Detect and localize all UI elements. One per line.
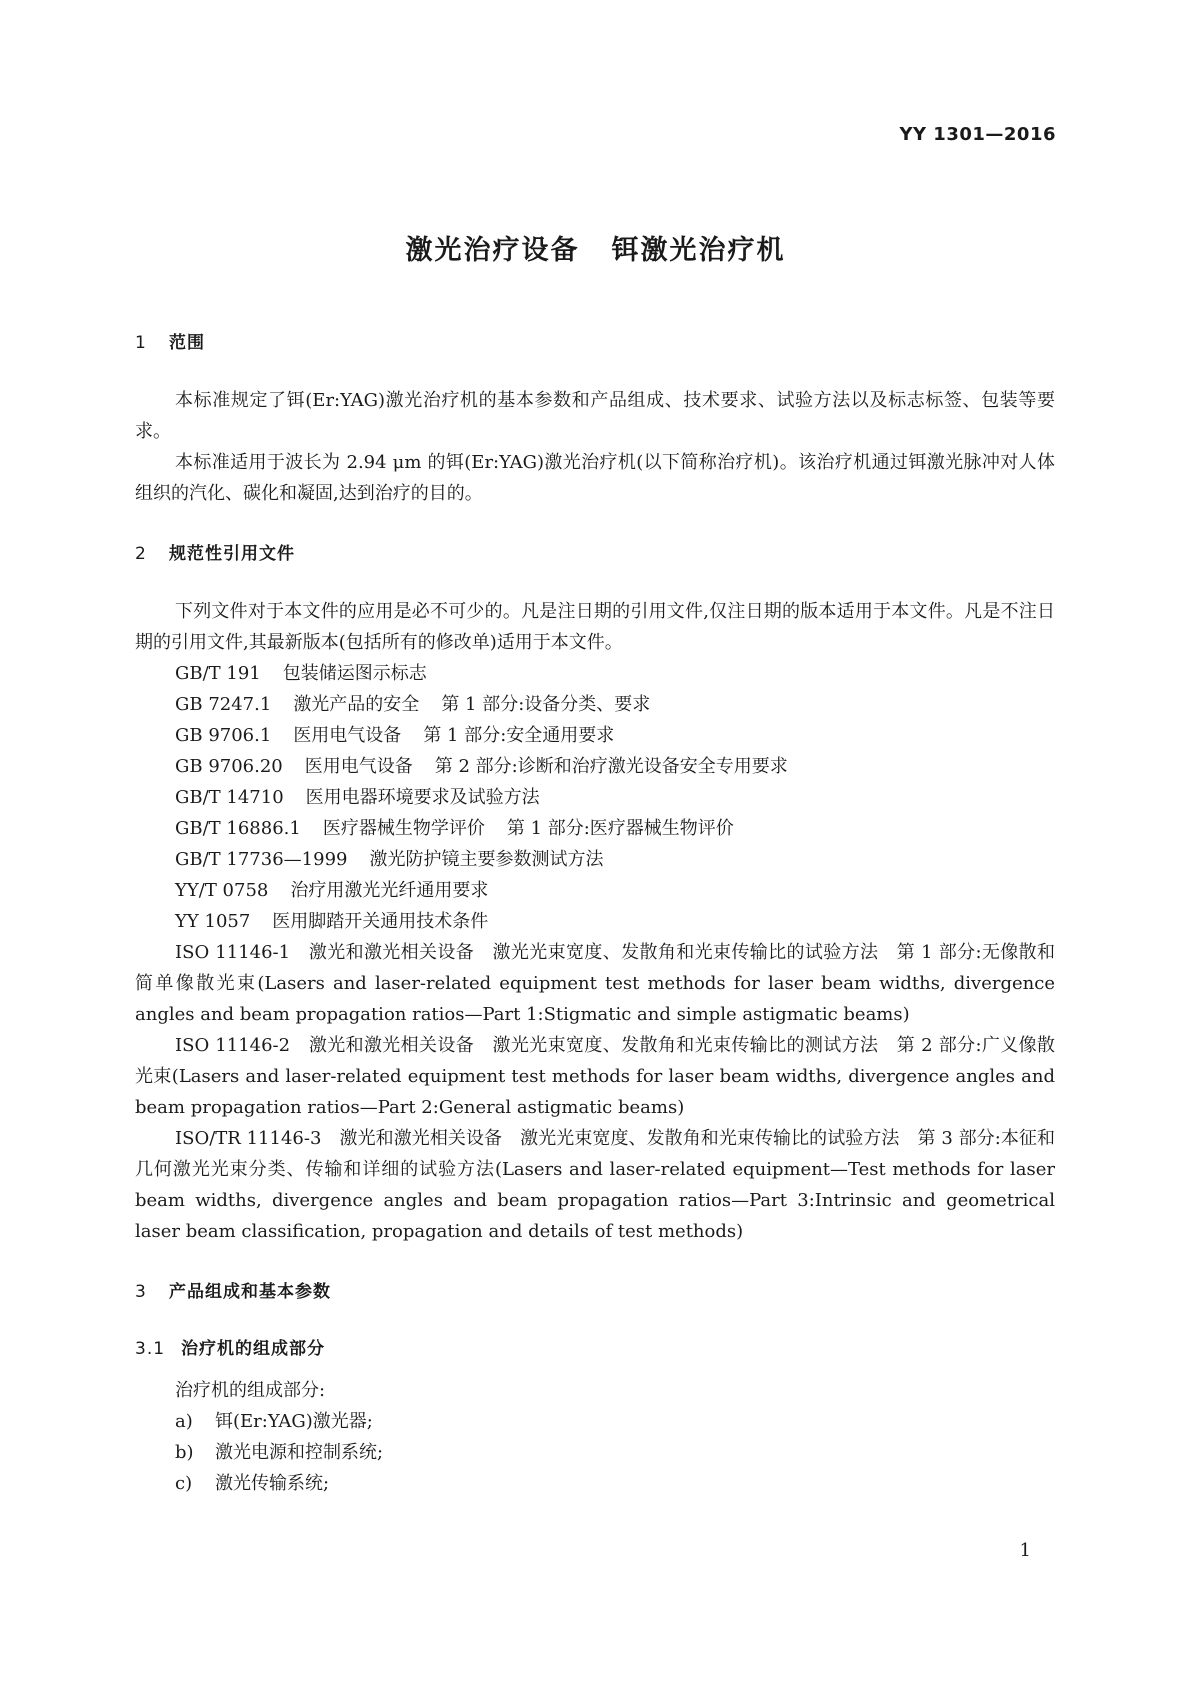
reference-code: GB/T 14710 — [175, 787, 284, 808]
section-heading-scope — [135, 328, 1055, 359]
title-part-1: 激光治疗设备 — [405, 235, 580, 266]
section-heading-composition — [135, 1277, 1055, 1308]
page-number: 1 — [1019, 1540, 1031, 1561]
normative-intro: 下列文件对于本文件的应用是必不可少的。凡是注日期的引用文件,仅注日期的版本适用于本文件。凡是不注日期的引用文件,其最新版本(包括所有的修改单)适用于本文件。 — [135, 601, 1055, 653]
reference-code: YY 1057 — [175, 911, 251, 932]
reference-code: YY/T 0758 — [175, 880, 269, 901]
reference-item — [135, 751, 1055, 782]
reference-part: 第 1 部分:安全通用要求 — [423, 725, 615, 746]
reference-code: GB 7247.1 — [175, 694, 272, 715]
standard-number: YY 1301—2016 — [899, 124, 1056, 145]
reference-title: 激光产品的安全 — [293, 694, 420, 715]
reference-part: 第 2 部分:诊断和治疗激光设备安全专用要求 — [434, 756, 788, 777]
reference-title: 医用电气设备 — [293, 725, 402, 746]
reference-code: GB 9706.20 — [175, 756, 283, 777]
reference-item — [135, 658, 1055, 689]
reference-title: 医用电器环境要求及试验方法 — [305, 787, 540, 808]
list-item — [135, 1437, 1055, 1468]
reference-iso-tr-11146-3: ISO/TR 11146-3 激光和激光相关设备 激光光束宽度、发散角和光束传输比的试验方法 第 3 部分:本征和几何激光光束分类、传输和详细的试验方法(Lasers and laser-related equipment—Test methods for laser beam widths, divergence angles and beam propagation ratios—Part 3:Intrinsic and geometrical laser beam classification, propagation and details of test methods) — [135, 1128, 1055, 1242]
reference-code: GB/T 16886.1 — [175, 818, 301, 839]
composition-lead: 治疗机的组成部分: — [175, 1380, 326, 1401]
scope-paragraph-1: 本标准规定了铒(Er:YAG)激光治疗机的基本参数和产品组成、技术要求、试验方法以及标志标签、包装等要求。 — [135, 390, 1055, 442]
reference-item — [135, 720, 1055, 751]
list-item-text: 铒(Er:YAG)激光器; — [215, 1411, 373, 1432]
section-number: 3 — [135, 1282, 147, 1302]
reference-item — [135, 813, 1055, 844]
section-heading-normative — [135, 539, 1055, 570]
reference-title: 医用电气设备 — [304, 756, 413, 777]
reference-part: 第 1 部分:设备分类、要求 — [441, 694, 651, 715]
section-number: 2 — [135, 544, 147, 564]
section-title: 规范性引用文件 — [169, 544, 295, 564]
title-part-2: 铒激光治疗机 — [611, 235, 786, 266]
reference-title: 治疗用激光光纤通用要求 — [290, 880, 489, 901]
reference-code: GB/T 17736—1999 — [175, 849, 348, 870]
reference-title: 医疗器械生物学评价 — [322, 818, 485, 839]
list-item-label: c) — [175, 1473, 193, 1494]
list-item — [135, 1406, 1055, 1437]
reference-item — [135, 782, 1055, 813]
document-title — [0, 228, 1191, 267]
reference-item — [135, 844, 1055, 875]
list-item — [135, 1468, 1055, 1499]
reference-title: 包装储运图示标志 — [282, 663, 427, 684]
document-body — [135, 328, 1055, 1499]
reference-title: 医用脚踏开关通用技术条件 — [272, 911, 489, 932]
subsection-heading — [135, 1334, 1055, 1365]
reference-iso-11146-2: ISO 11146-2 激光和激光相关设备 激光光束宽度、发散角和光束传输比的测试方法 第 2 部分:广义像散光束(Lasers and laser-related equipment test methods for laser beam widths, divergence angles and beam propagation ratios—Part 2:General astigmatic beams) — [135, 1035, 1055, 1118]
list-item-label: a) — [175, 1411, 193, 1432]
reference-code: GB 9706.1 — [175, 725, 272, 746]
subsection-number: 3.1 — [135, 1339, 166, 1359]
reference-item — [135, 689, 1055, 720]
reference-item — [135, 906, 1055, 937]
subsection-title: 治疗机的组成部分 — [181, 1339, 325, 1359]
section-title: 产品组成和基本参数 — [169, 1282, 331, 1302]
reference-item — [135, 875, 1055, 906]
scope-paragraph-2: 本标准适用于波长为 2.94 μm 的铒(Er:YAG)激光治疗机(以下简称治疗机)。该治疗机通过铒激光脉冲对人体组织的汽化、碳化和凝固,达到治疗的目的。 — [135, 452, 1055, 504]
section-title: 范围 — [169, 333, 205, 353]
list-item-label: b) — [175, 1442, 194, 1463]
reference-part: 第 1 部分:医疗器械生物评价 — [506, 818, 734, 839]
reference-code: GB/T 191 — [175, 663, 261, 684]
reference-iso-11146-1: ISO 11146-1 激光和激光相关设备 激光光束宽度、发散角和光束传输比的试验方法 第 1 部分:无像散和简单像散光束(Lasers and laser-related equipment test methods for laser beam widths, divergence angles and beam propagation ratios—Part 1:Stigmatic and simple astigmatic beams) — [135, 942, 1055, 1025]
list-item-text: 激光传输系统; — [215, 1473, 330, 1494]
section-number: 1 — [135, 333, 147, 353]
reference-title: 激光防护镜主要参数测试方法 — [369, 849, 604, 870]
list-item-text: 激光电源和控制系统; — [215, 1442, 384, 1463]
